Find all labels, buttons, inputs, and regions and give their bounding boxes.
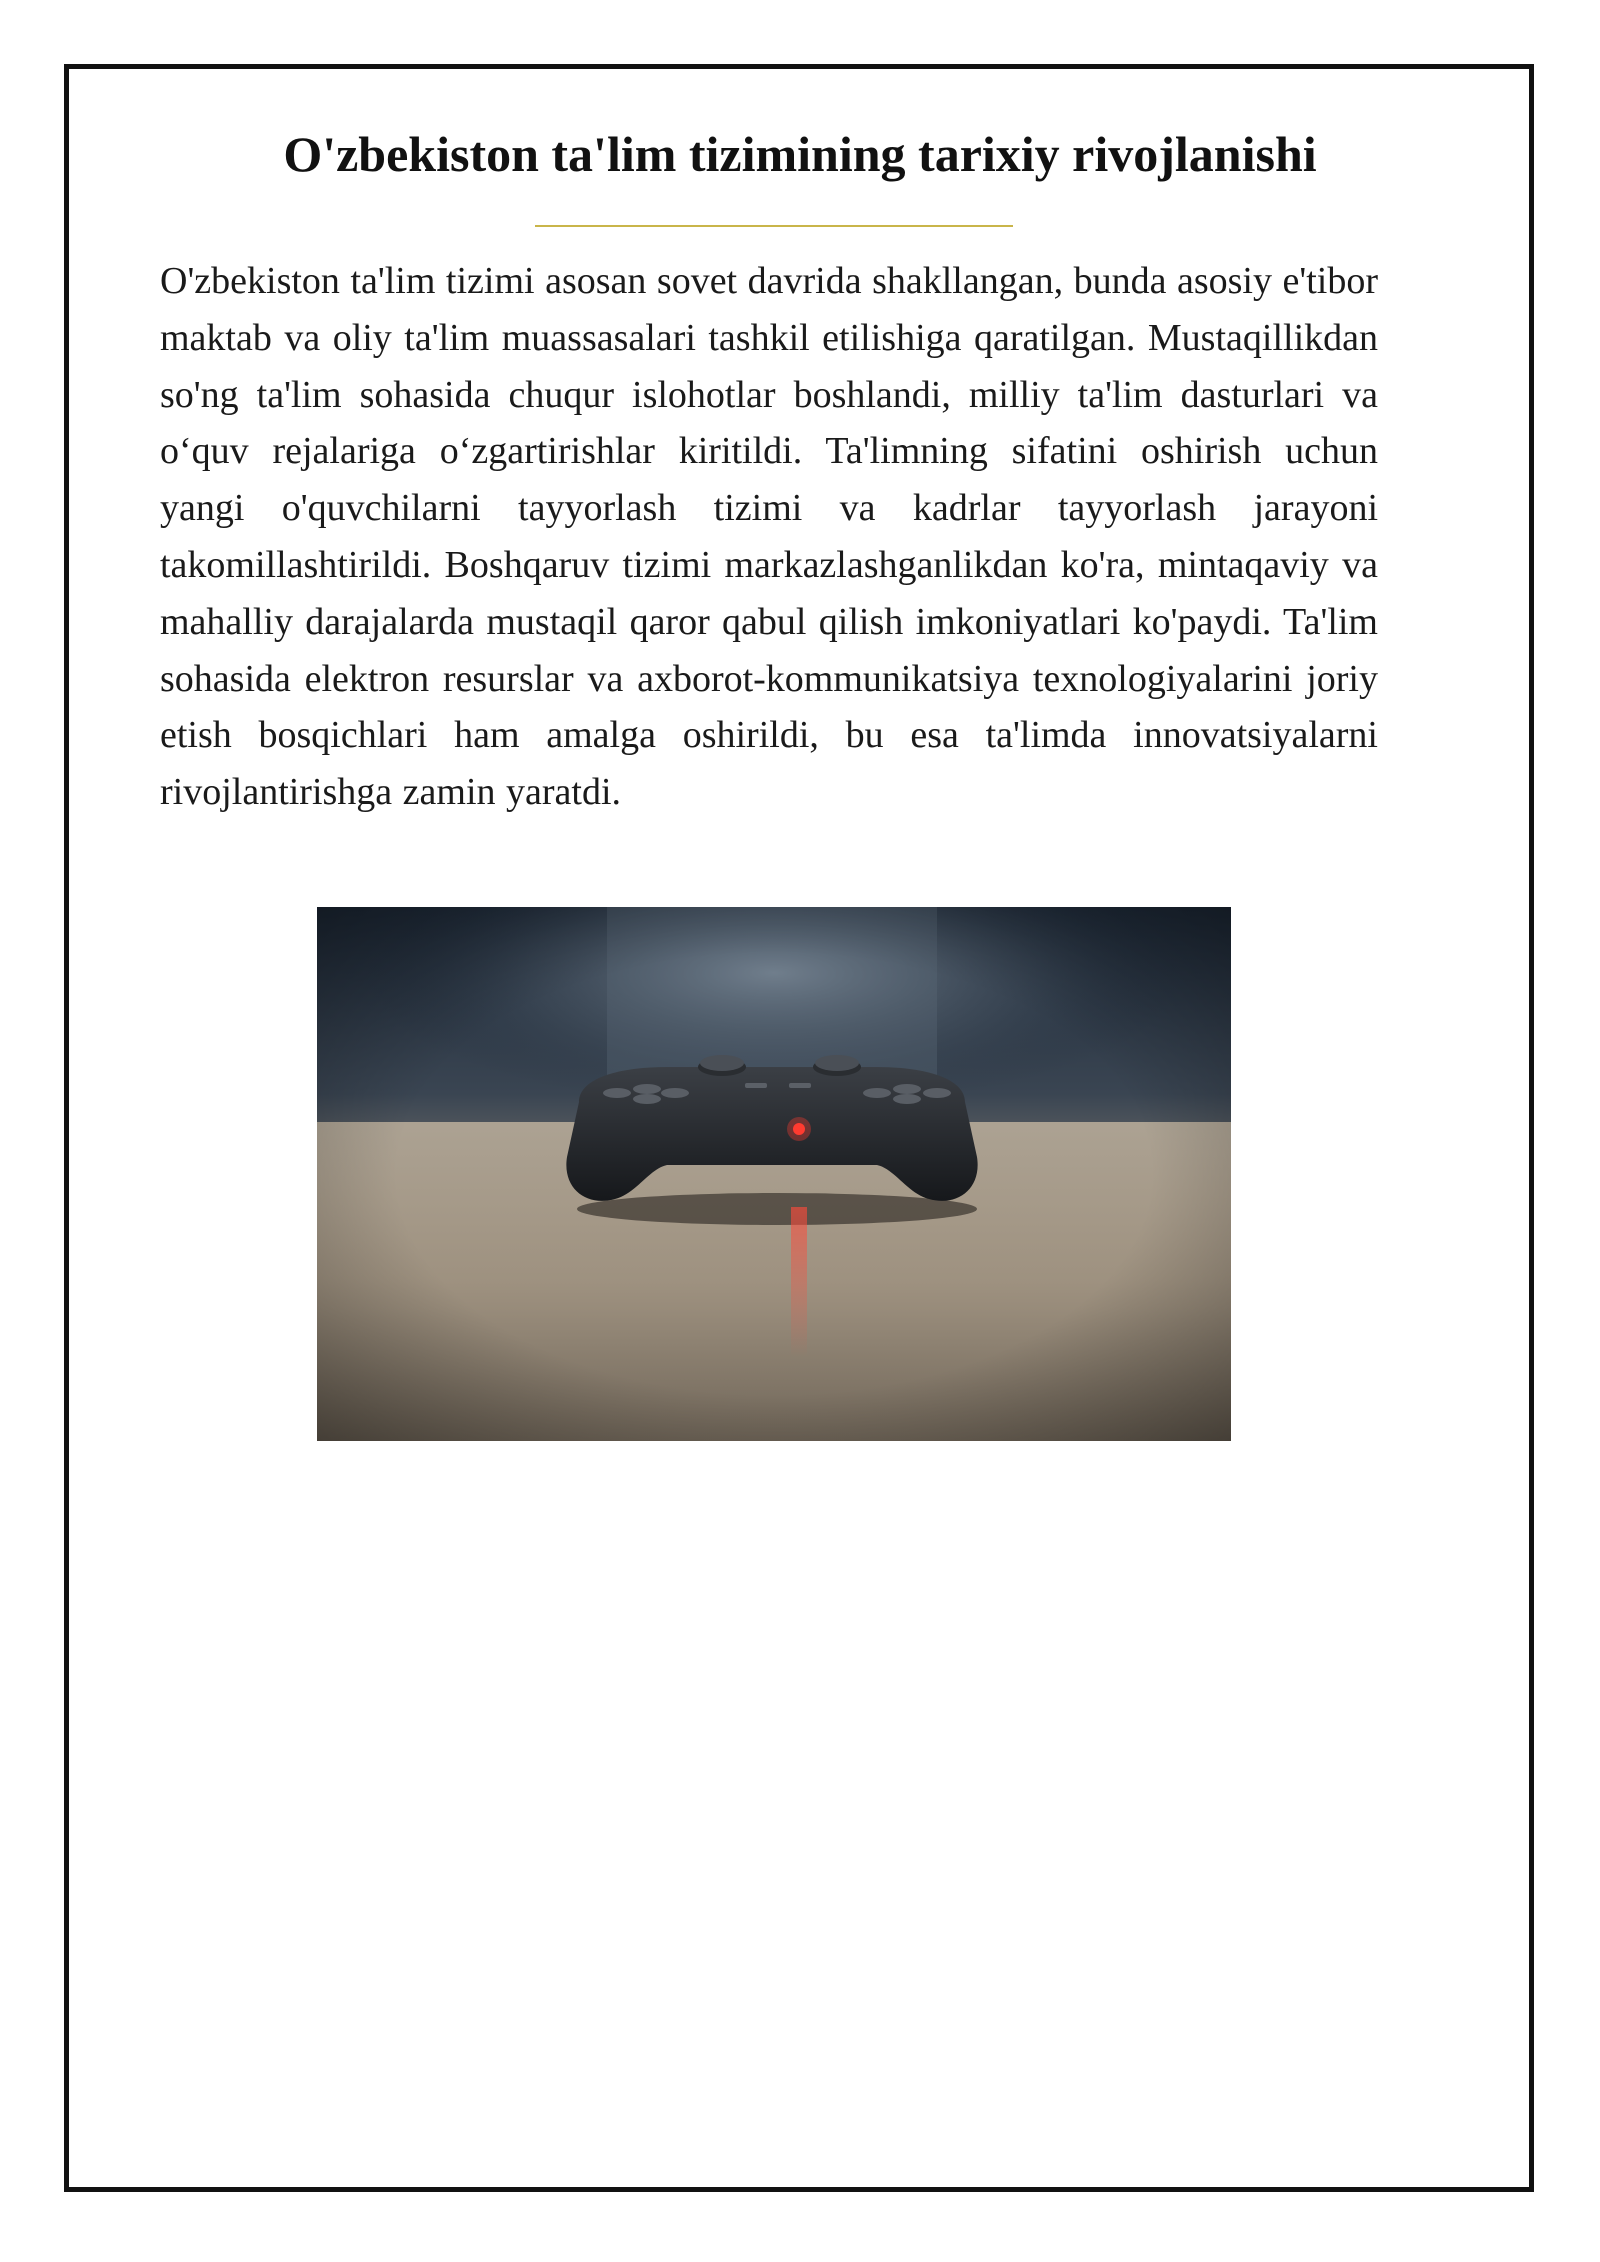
body-paragraph: O'zbekiston ta'lim tizimi asosan sovet davrida shakllangan, bunda asosiy e'tibor maktab va oliy ta'lim muassasalari tashkil etilishiga qaratilgan. Mustaqillikdan so'ng ta'lim sohasida chuqur islohotlar boshlandi, milliy ta'lim dasturlari va o‘quv rejalariga o‘zgartirishlar kiritildi. Ta'limning sifatini oshirish uchun yangi o'quvchilarni tayyorlash tizimi va kadrlar tayyorlash jarayoni takomillashtirildi. Boshqaruv tizimi markazlashganlikdan ko'ra, mintaqaviy va mahalliy darajalarda mustaqil qaror qabul qilish imkoniyatlari ko'paydi. Ta'lim sohasida elektron resurslar va axborot-kommunikatsiya texnologiyalarini joriy etish bosqichlari ham amalga oshirildi, bu esa ta'limda innovatsiyalarni rivojlantirishga zamin yaratdi. — [160, 260, 1378, 814]
game-controller-illustration — [317, 907, 1231, 1441]
document-title: O'zbekiston ta'lim tizimining tarixiy rivojlanishi — [283, 126, 1317, 182]
game-controller-photo — [317, 907, 1231, 1441]
title-divider — [535, 225, 1013, 227]
